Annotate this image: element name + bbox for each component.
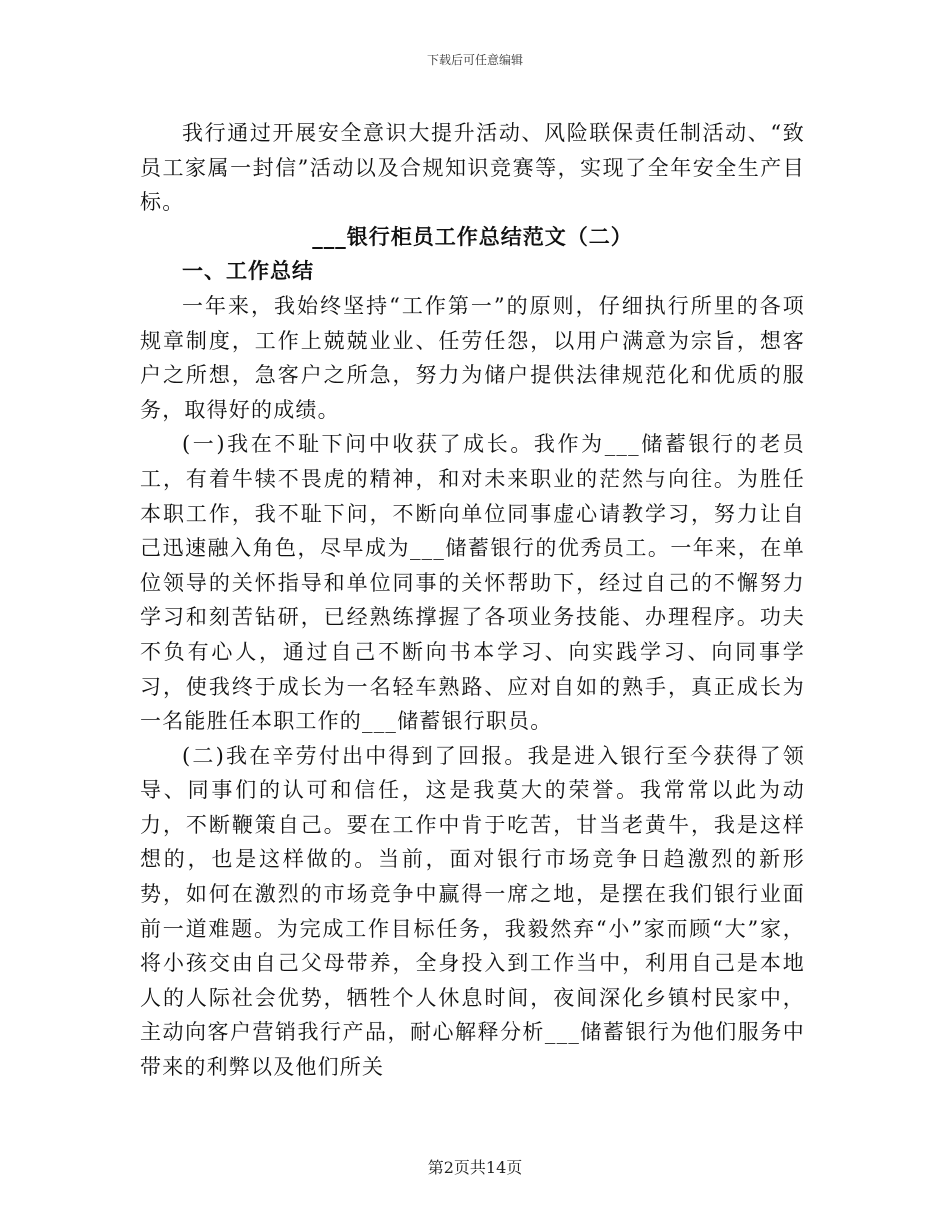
paragraph-reward: (二)我在辛劳付出中得到了回报。我是进入银行至今获得了领导、同事们的认可和信任，这是我莫大的荣誉。我常常以此为动力，不断鞭策自己。要在工作中肯于吃苦，甘当老黄牛，我是这样想的，也是这样做的。当前，面对银行市场竞争日趋激烈的新形势，如何在激烈的市场竞争中赢得一席之地，是摆在我们银行业面前一道难题。为完成工作目标任务，我毅然弃“小”家而顾“大”家，将小孩交由自己父母带养，全身投入到工作当中，利用自己是本地人的人际社会优势，牺牲个人休息时间，夜间深化乡镇村民家中，主动向客户营销我行产品，耐心解释分析___储蓄银行为他们服务中带来的利弊以及他们所关	[140, 743, 805, 1080]
paragraph-intro: 我行通过开展安全意识大提升活动、风险联保责任制活动、“致员工家属一封信”活动以及合规知识竞赛等，实现了全年安全生产目标。	[140, 121, 805, 215]
page-header: 下载后可任意编辑	[426, 53, 523, 67]
section-title: ___银行柜员工作总结范文（二）	[312, 223, 633, 249]
section-heading: 一、工作总结	[182, 258, 314, 284]
paragraph-growth: (一)我在不耻下问中收获了成长。我作为___储蓄银行的老员工，有着牛犊不畏虎的精神，和对未来职业的茫然与向往。为胜任本职工作，我不耻下问，不断向单位同事虚心请教学习，努力让自己迅速融入角色，尽早成为___储蓄银行的优秀员工。一年来，在单位领导的关怀指导和单位同事的关怀帮助下，经过自己的不懈努力学习和刻苦钻研，已经熟练撑握了各项业务技能、办理程序。功夫不负有心人，通过自己不断向书本学习、向实践学习、向同事学习，使我终于成长为一名轻车熟路、应对自如的熟手，真正成长为一名能胜任本职工作的___储蓄银行职员。	[140, 432, 805, 734]
page-footer: 第2页共14页	[427, 1158, 523, 1177]
paragraph-summary: 一年来，我始终坚持“工作第一”的原则，仔细执行所里的各项规章制度，工作上兢兢业业、任劳任怨，以用户满意为宗旨，想客户之所想，急客户之所急，努力为储户提供法律规范化和优质的服务，取得好的成绩。	[140, 293, 805, 422]
document-body	[140, 116, 805, 1085]
